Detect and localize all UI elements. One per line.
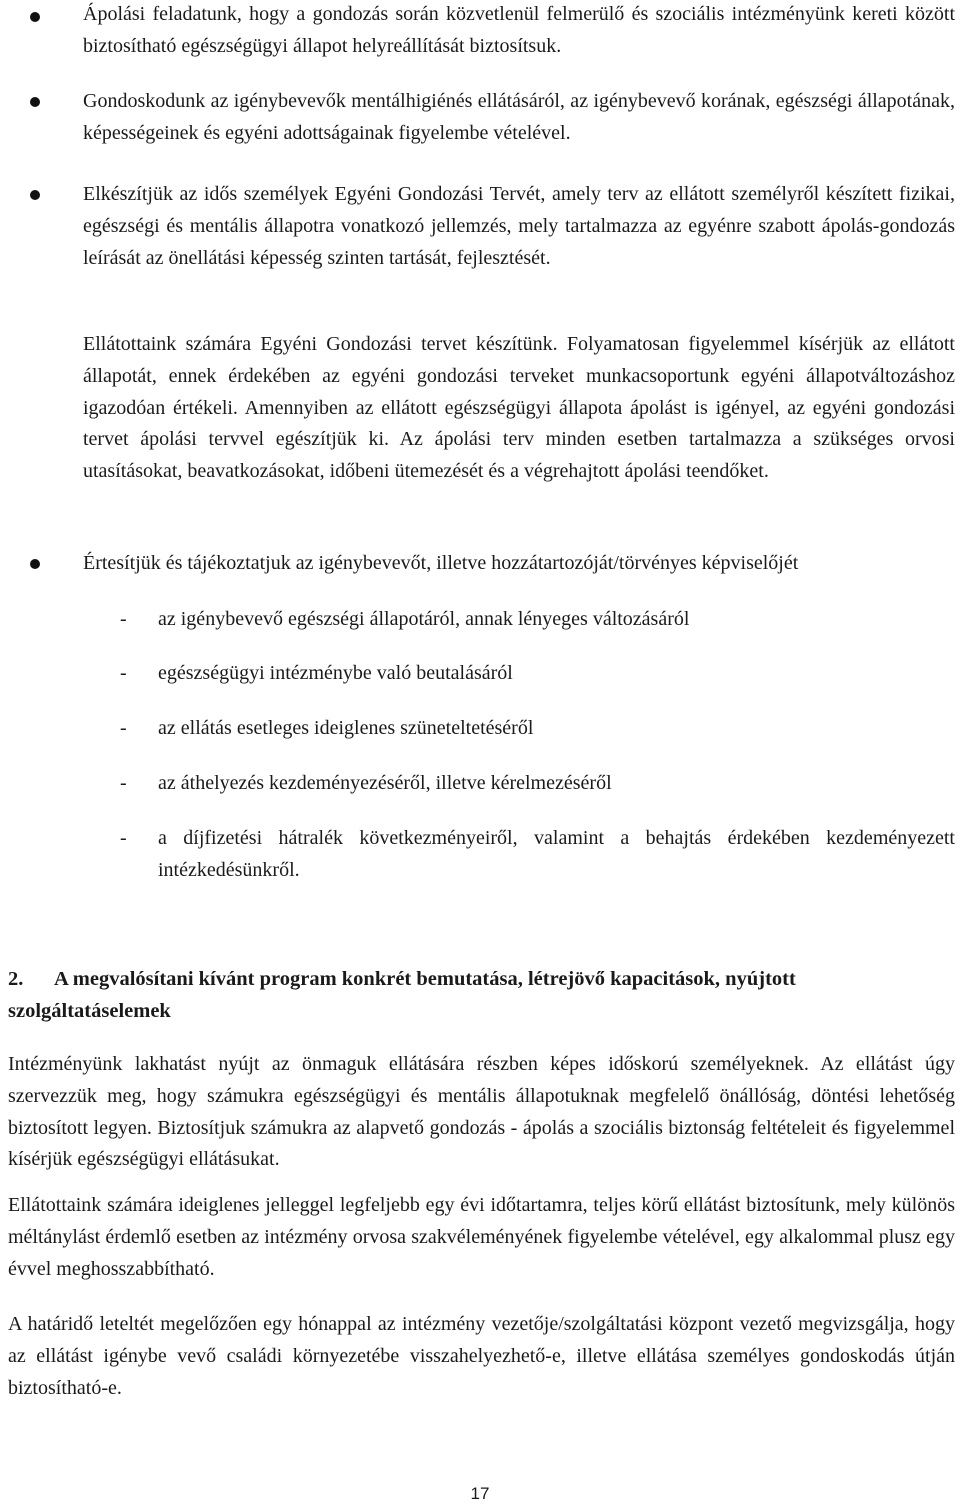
section-number: 2. bbox=[8, 968, 24, 990]
bullet-paragraph-3: Elkészítjük az idős személyek Egyéni Gondozási Tervét, amely terv az ellátott személyről készített fizikai, egészségi és mentális állapotra vonatkozó jellemzés, mely tartalmazza az egyénre szabott ápolás-gondozás leírását az önellátási képesség szinten tartását, fejlesztését. bbox=[83, 183, 955, 269]
bullet-paragraph-4: Értesítjük és tájékoztatjuk az igénybevevőt, illetve hozzátartozóját/törvényes képviselőjét bbox=[83, 552, 799, 574]
dash-item-5: a díjfizetési hátralék következményeiről, valamint a behajtás érdekében kezdeményezett intézkedésünkről. bbox=[158, 827, 955, 881]
section-heading bbox=[8, 963, 958, 1027]
bullet-paragraph-1: Ápolási feladatunk, hogy a gondozás során közvetlenül felmerülő és szociális intézményünk kereti között biztosítható egészségügyi állapot helyreállítását biztosítsuk. bbox=[83, 3, 955, 57]
body-paragraph-1: Intézményünk lakhatást nyújt az önmaguk ellátására részben képes időskorú személyeknek. Az ellátást úgy szervezzük meg, hogy számukra egészségügyi és mentális állapotuknak megfelelő önállóság, döntési lehetőség biztosított legyen. Biztosítjuk számukra az alapvető gondozás - ápolás a szociális biztonság feltételeit és figyelemmel kísérjük egészségügyi ellátásukat. bbox=[8, 1053, 955, 1171]
dash-item-1: az igénybevevő egészségi állapotáról, annak lényeges változásáról bbox=[158, 608, 690, 630]
dash-item-4: az áthelyezés kezdeményezéséről, illetve kérelmezéséről bbox=[158, 772, 612, 794]
dash-item-3: az ellátás esetleges ideiglenes szüneteltetéséről bbox=[158, 717, 534, 739]
section-title: A megvalósítani kívánt program konkrét bemutatása, létrejövő kapacitások, nyújtott szolgáltatáselemek bbox=[8, 968, 796, 1022]
body-paragraph-2: Ellátottaink számára ideiglenes jelleggel legfeljebb egy évi időtartamra, teljes körű ellátást biztosítunk, mely különös méltánylást érdemlő esetben az intézmény orvosa szakvéleményének figyelembe vételével, egy alkalommal plusz egy évvel meghosszabbítható. bbox=[8, 1194, 955, 1280]
page-number: 17 bbox=[470, 1484, 490, 1503]
dash-marker: - bbox=[120, 772, 127, 794]
bullet-paragraph-2: Gondoskodunk az igénybevevők mentálhigiénés ellátásáról, az igénybevevő korának, egészségi állapotának, képességeinek és egyéni adottságainak figyelembe vételével. bbox=[83, 90, 955, 144]
dash-marker: - bbox=[120, 662, 127, 684]
bullet-marker bbox=[30, 190, 40, 200]
dash-item-2: egészségügyi intézménybe való beutalásáról bbox=[158, 662, 513, 684]
bullet-marker bbox=[30, 97, 40, 107]
dash-marker: - bbox=[120, 608, 127, 630]
dash-marker: - bbox=[120, 827, 127, 849]
bullet-marker bbox=[30, 12, 40, 22]
body-paragraph-3: A határidő leteltét megelőzően egy hónappal az intézmény vezetője/szolgáltatási központ vezető megvizsgálja, hogy az ellátást igénybe vevő családi környezetébe visszahelyezhető-e, illetve ellátása személyes gondoskodás útján biztosítható-e. bbox=[8, 1313, 955, 1399]
bullet-marker bbox=[30, 559, 40, 569]
bullet-paragraph-3-continuation: Ellátottaink számára Egyéni Gondozási tervet készítünk. Folyamatosan figyelemmel kísérjük az ellátott állapotát, ennek érdekében az egyéni gondozási terveket munkacsoportunk egyéni állapotváltozáshoz igazodóan értékeli. Amennyiben az ellátott egészségügyi állapota ápolást is igényel, az egyéni gondozási tervet ápolási tervvel egészítjük ki. Az ápolási terv minden esetben tartalmazza a szükséges orvosi utasításokat, beavatkozásokat, időbeni ütemezését és a végrehajtott ápolási teendőket. bbox=[83, 333, 955, 483]
dash-marker: - bbox=[120, 717, 127, 739]
